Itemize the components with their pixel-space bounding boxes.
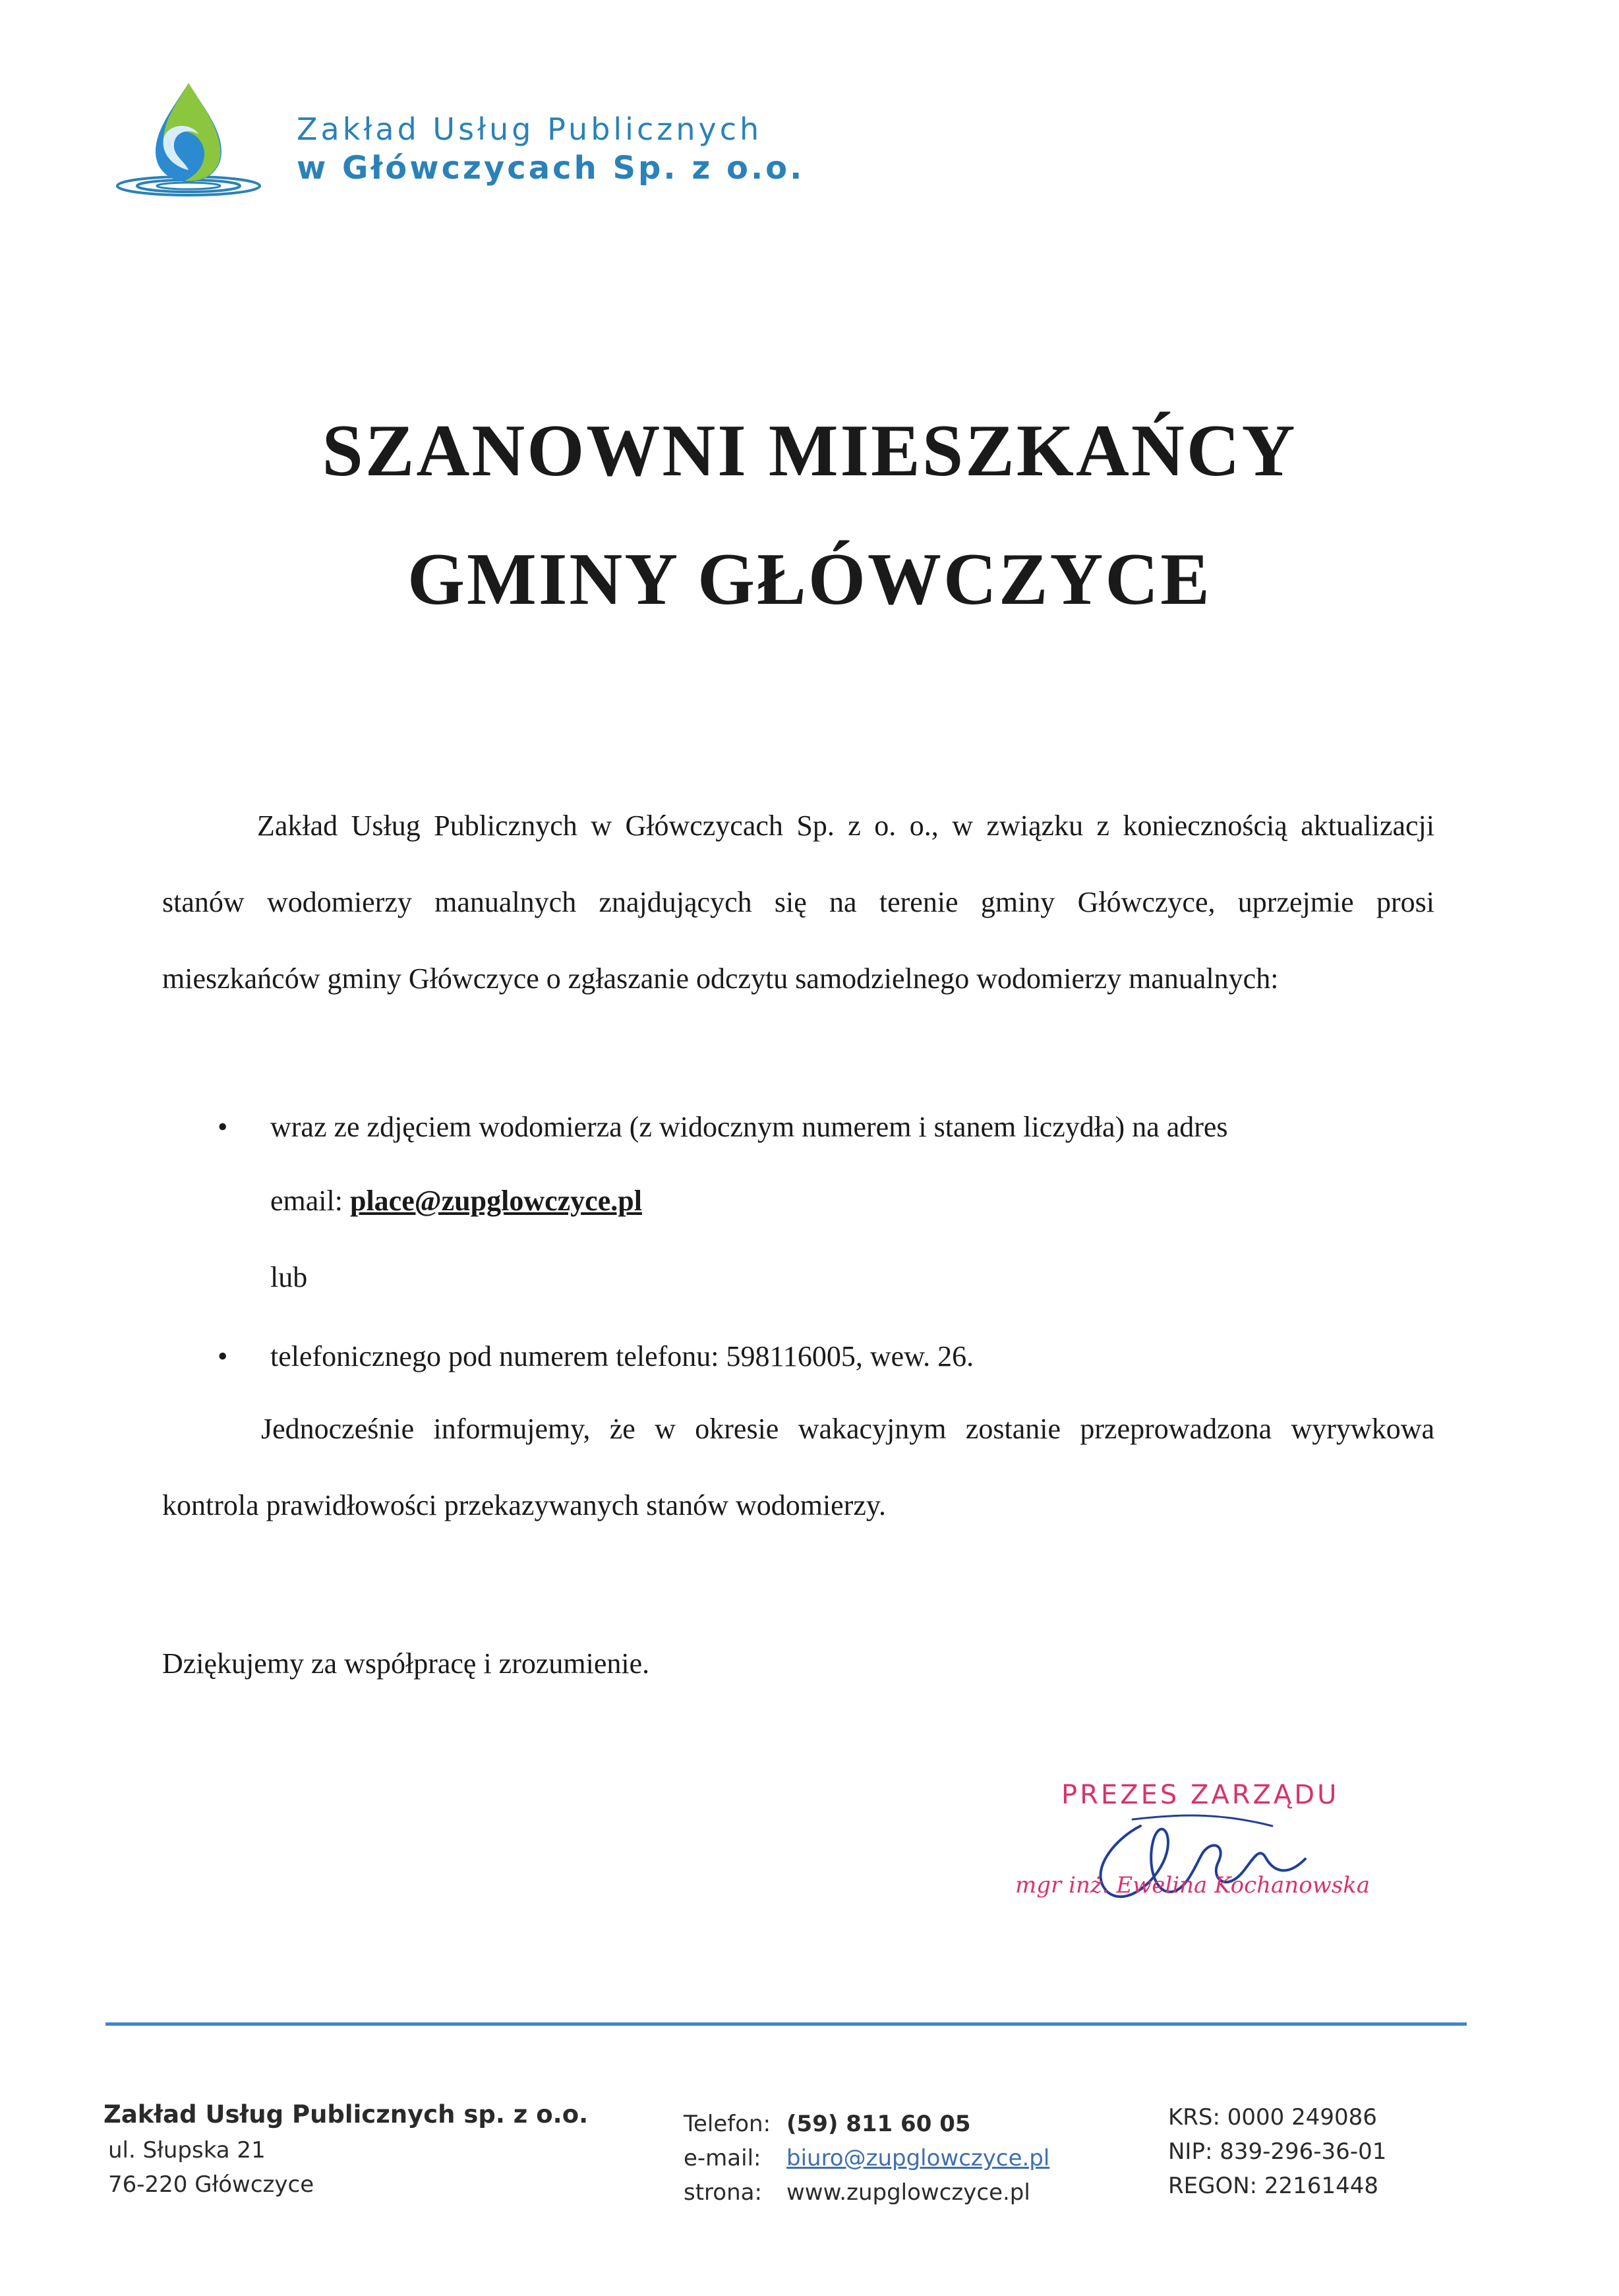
bullet-icon: • <box>218 1111 228 1143</box>
email-link[interactable]: place@zupglowczyce.pl <box>349 1185 642 1217</box>
footer-krs: KRS: 0000 249086 <box>1168 2104 1377 2131</box>
footer-web-link[interactable]: www.zupglowczyce.pl <box>786 2179 1030 2206</box>
footer-company-block <box>103 2096 588 2202</box>
email-line <box>270 1184 642 1218</box>
info-paragraph-text: Jednocześnie informujemy, że w okresie wakacyjnym zostanie przeprowadzona wyrywkowa kontrola prawidłowości przekazywanych stanów wodomierzy. <box>162 1413 1434 1521</box>
footer-email-link[interactable]: biuro@zupglowczyce.pl <box>786 2145 1050 2171</box>
email-label: email: <box>270 1185 343 1217</box>
footer-street: ul. Słupska 21 <box>108 2137 266 2164</box>
or-text: lub <box>270 1261 308 1293</box>
signature-stamp <box>1015 1780 1424 1925</box>
thanks-text: Dziękujemy za współpracę i zrozumienie. <box>162 1647 650 1680</box>
footer-registry-block <box>1168 2100 1386 2203</box>
footer-nip: NIP: 839-296-36-01 <box>1168 2138 1387 2165</box>
footer-web-label: strona: <box>684 2179 762 2206</box>
page-title-line-1: SZANOWNI MIESZKAŃCY <box>322 410 1297 492</box>
company-logo-text <box>297 111 804 189</box>
intro-paragraph <box>162 788 1434 1017</box>
footer-email-label: e-mail: <box>684 2145 761 2171</box>
page-title-line-2: GMINY GŁÓWCZYCE <box>407 539 1212 620</box>
intro-paragraph-text: Zakład Usług Publicznych w Główczycach Sp. z o. o., w związku z koniecznością aktualizacji stanów wodomierzy manualnych znajdujących się na terenie gminy Główczyce, uprzejmie prosi mieszkańców gminy Główczyce o zgłaszanie odczytu samodzielnego wodomierzy manualnych: <box>162 809 1434 995</box>
info-paragraph <box>162 1391 1434 1544</box>
bullet-photo-text: wraz ze zdjęciem wodomierza (z widocznym numerem i stanem liczydła) na adres <box>270 1111 1228 1143</box>
logo-line-2: w Główczycach Sp. z o.o. <box>297 150 805 187</box>
company-logo-icon <box>111 78 269 203</box>
footer-city: 76-220 Główczyce <box>108 2171 314 2198</box>
footer-company-name: Zakład Usług Publicznych sp. z o.o. <box>103 2100 589 2129</box>
footer-contact-block <box>684 2107 1049 2210</box>
footer-phone[interactable]: (59) 811 60 05 <box>786 2111 971 2137</box>
bullet-phone-text: telefonicznego pod numerem telefonu: 598116005, wew. 26. <box>270 1340 974 1372</box>
footer-regon: REGON: 22161448 <box>1168 2173 1378 2199</box>
logo-line-1: Zakład Usług Publicznych <box>297 111 763 147</box>
stamp-title: PREZES ZARZĄDU <box>1061 1780 1339 1810</box>
footer-phone-label: Telefon: <box>684 2111 771 2137</box>
footer-divider <box>105 2022 1467 2026</box>
bullet-icon: • <box>218 1340 228 1372</box>
stamp-name: mgr inż. Ewelina Kochanowska <box>1015 1872 1370 1899</box>
